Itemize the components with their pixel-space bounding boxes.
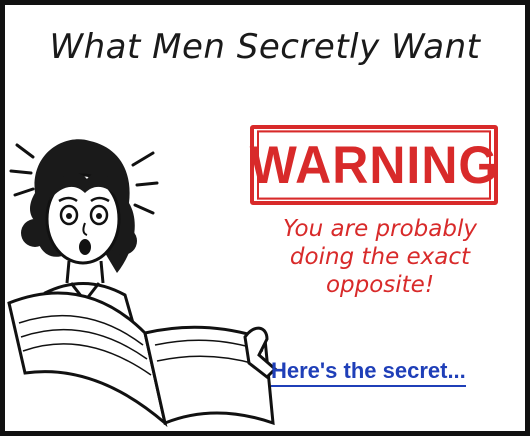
warning-message (245, 215, 515, 299)
warning-message-line: doing the exact (289, 244, 471, 270)
warning-badge (250, 125, 498, 205)
warning-label: WARNING (257, 130, 491, 199)
ad-title: What Men Secretly Want (49, 27, 481, 67)
heres-the-secret-link[interactable]: Here's the secret... (271, 358, 466, 387)
warning-message-line: You are probably (283, 216, 477, 242)
warning-message-line: opposite! (325, 272, 435, 298)
